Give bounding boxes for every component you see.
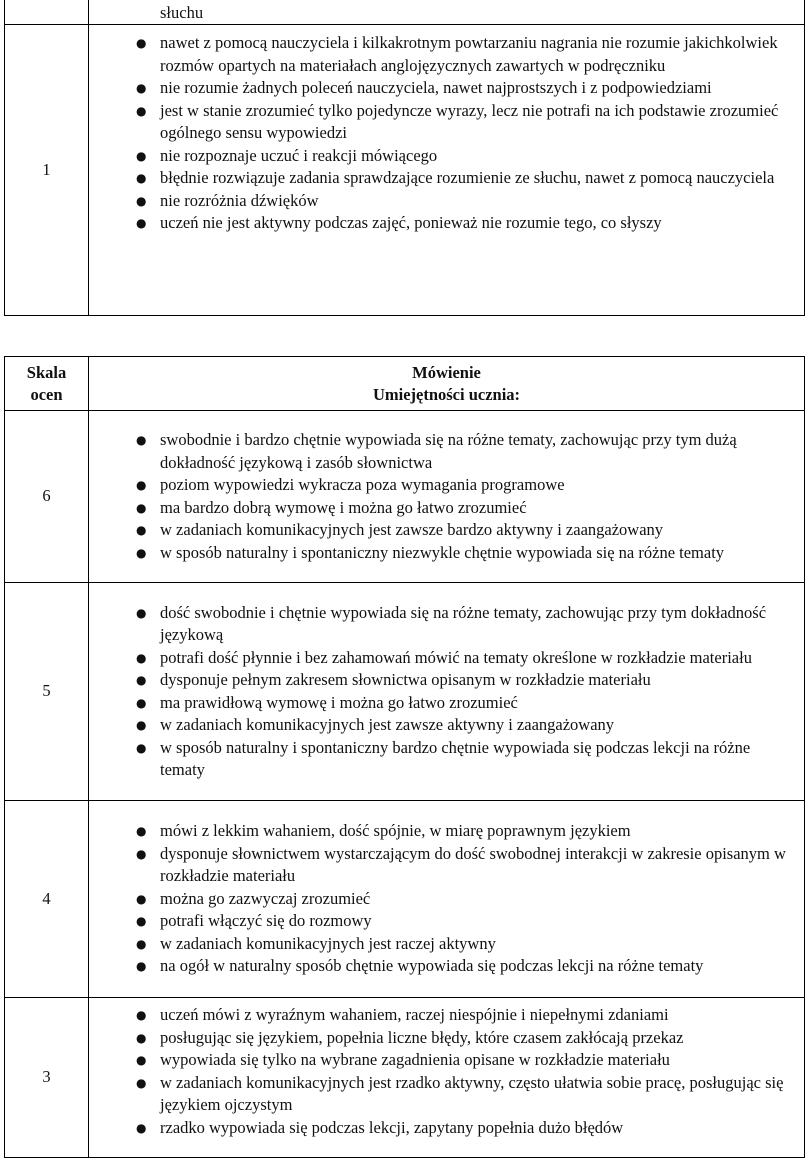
grade-cell: 3 xyxy=(5,998,89,1158)
list-item-text: posługując się językiem, popełnia liczne błędy, które czasem zakłócają przekaz xyxy=(160,1027,684,1047)
list-item-text: dysponuje pełnym zakresem słownictwa opisanym w rozkładzie materiału xyxy=(160,670,651,689)
list-item-text: rzadko wypowiada się podczas lekcji, zapytany popełnia dużo błędów xyxy=(160,1117,624,1137)
list-item-text: potrafi włączyć się do rozmowy xyxy=(160,911,372,931)
list-item xyxy=(89,692,804,715)
bullet-icon: ● xyxy=(136,605,147,620)
list-item-text: nie rozumie żadnych poleceń nauczyciela, nawet najprostszych i z podpowiedziami xyxy=(160,78,712,97)
list-item xyxy=(89,429,804,474)
list-item xyxy=(89,647,804,670)
bullet-icon: ● xyxy=(136,433,147,447)
list-item xyxy=(89,602,804,647)
list-item-text: jest w stanie zrozumieć tylko pojedyncze wyrazy, lecz nie potrafi na ich podstawie zrozumieć ogólnego sensu wypowiedzi xyxy=(160,100,779,142)
list-item-text: ma bardzo dobrą wymowę i można go łatwo zrozumieć xyxy=(160,497,527,517)
list-item xyxy=(89,497,804,520)
list-item-text: w zadaniach komunikacyjnych jest zawsze aktywny i zaangażowany xyxy=(160,715,615,734)
continuation-row xyxy=(5,0,805,25)
skills-list xyxy=(89,820,804,978)
skills-cell xyxy=(89,411,805,583)
list-item xyxy=(89,1004,804,1027)
skills-cell xyxy=(89,801,805,998)
list-item-text: swobodnie i bardzo chętnie wypowiada się na różne tematy, zachowując przy tym dużą dokładność językową i zasób słownictwa xyxy=(160,430,737,472)
bullet-icon: ● xyxy=(136,673,147,687)
list-item xyxy=(89,737,804,782)
bullet-icon: ● xyxy=(136,1120,147,1135)
bullet-icon: ● xyxy=(136,740,147,755)
bullet-icon: ● xyxy=(136,1075,147,1090)
list-item-text: w sposób naturalny i spontaniczny niezwykle chętnie wypowiada się na różne tematy xyxy=(160,542,725,562)
bullet-icon: ● xyxy=(136,650,147,665)
skills-cell xyxy=(89,25,805,316)
bullet-icon: ● xyxy=(136,1053,147,1067)
grade-cell: 6 xyxy=(5,411,89,583)
list-item xyxy=(89,32,804,77)
list-item xyxy=(89,519,804,542)
list-item xyxy=(89,888,804,911)
empty-grade-cell xyxy=(5,0,89,25)
bullet-icon: ● xyxy=(136,103,147,118)
list-item-text: błędnie rozwiązuje zadania sprawdzające rozumienie ze słuchu, nawet z pomocą nauczyciela xyxy=(160,168,775,187)
header-row xyxy=(5,357,805,411)
list-item xyxy=(89,190,804,213)
list-item xyxy=(89,1049,804,1072)
bullet-icon: ● xyxy=(136,695,147,710)
bullet-icon: ● xyxy=(136,1030,147,1045)
header-skill-subtitle: Umiejętności ucznia: xyxy=(372,384,521,404)
list-item-text: w sposób naturalny i spontaniczny bardzo chętnie wypowiada się podczas lekcji na różne tematy xyxy=(160,737,751,779)
bullet-icon: ● xyxy=(136,959,147,974)
grade-row-1 xyxy=(5,25,805,316)
list-item xyxy=(89,910,804,933)
list-item xyxy=(89,100,804,145)
list-item-text: w zadaniach komunikacyjnych jest raczej aktywny xyxy=(160,933,496,953)
list-item-text: nawet z pomocą nauczyciela i kilkakrotnym powtarzaniu nagrania nie rozumie jakichkolwiek rozmów opartych na materiałach anglojęzycznych zawartych w podręczniku xyxy=(160,33,778,75)
header-skill-title: Mówienie xyxy=(412,362,481,382)
list-item-text: potrafi dość płynnie i bez zahamowań mówić na tematy określone w rozkładzie materiału xyxy=(160,647,752,667)
grade-row-6 xyxy=(5,411,805,583)
skills-list xyxy=(89,602,804,782)
list-item-text: ma prawidłową wymowę i można go łatwo zrozumieć xyxy=(160,692,518,712)
skills-list xyxy=(89,32,804,235)
list-item xyxy=(89,933,804,956)
list-item-text: uczeń nie jest aktywny podczas zajęć, ponieważ nie rozumie tego, co słyszy xyxy=(160,213,662,232)
skills-list xyxy=(89,429,804,564)
header-scale-line2: ocen xyxy=(30,384,63,404)
list-item xyxy=(89,820,804,843)
list-item xyxy=(89,145,804,168)
list-item-text: dysponuje słownictwem wystarczającym do dość swobodnej interakcji w zakresie opisanym w rozkładzie materiału xyxy=(160,843,786,886)
list-item-text: poziom wypowiedzi wykracza poza wymagania programowe xyxy=(160,475,565,494)
list-item-text: uczeń mówi z wyraźnym wahaniem, raczej niespójnie i niepełnymi zdaniami xyxy=(160,1005,669,1024)
grade-cell: 1 xyxy=(5,25,89,316)
skills-list xyxy=(89,1004,804,1139)
skills-cell xyxy=(89,998,805,1158)
list-item-text: w zadaniach komunikacyjnych jest zawsze bardzo aktywny i zaangażowany xyxy=(160,520,664,539)
grade-row-3 xyxy=(5,998,805,1158)
list-item xyxy=(89,542,804,565)
bullet-icon: ● xyxy=(136,824,147,839)
list-item xyxy=(89,1072,804,1117)
list-item xyxy=(89,1117,804,1140)
list-item-text: mówi z lekkim wahaniem, dość spójnie, w miarę poprawnym językiem xyxy=(160,821,631,841)
list-item-text: w zadaniach komunikacyjnych jest rzadko aktywny, często ułatwia sobie pracę, posługując się językiem ojczystym xyxy=(160,1072,784,1114)
list-item-text: można go zazwyczaj zrozumieć xyxy=(160,888,371,908)
grade-cell: 5 xyxy=(5,583,89,801)
list-item xyxy=(89,1027,804,1050)
list-item-text: nie rozpoznaje uczuć i reakcji mówiącego xyxy=(160,145,438,165)
speaking-table xyxy=(4,356,805,1158)
list-item-text: wypowiada się tylko na wybrane zagadnienia opisane w rozkładzie materiału xyxy=(160,1050,670,1069)
list-item-text: na ogół w naturalny sposób chętnie wypowiada się podczas lekcji na różne tematy xyxy=(160,956,704,976)
bullet-icon: ● xyxy=(136,36,147,50)
bullet-icon: ● xyxy=(136,914,147,929)
bullet-icon: ● xyxy=(136,193,147,208)
header-scale-line1: Skala xyxy=(26,362,67,382)
list-item xyxy=(89,77,804,100)
bullet-icon: ● xyxy=(136,545,147,560)
list-item xyxy=(89,714,804,737)
bullet-icon: ● xyxy=(136,846,147,861)
bullet-icon: ● xyxy=(136,718,147,732)
list-item xyxy=(89,212,804,235)
grade-row-4 xyxy=(5,801,805,998)
header-scale xyxy=(5,357,89,411)
bullet-icon: ● xyxy=(136,500,147,515)
header-skill xyxy=(89,357,805,411)
bullet-icon: ● xyxy=(136,936,147,951)
list-item xyxy=(89,669,804,692)
list-item xyxy=(89,474,804,497)
grade-cell: 4 xyxy=(5,801,89,998)
list-item xyxy=(89,843,804,888)
list-item-text: dość swobodnie i chętnie wypowiada się na różne tematy, zachowując przy tym dokładność językową xyxy=(160,602,767,644)
skills-cell xyxy=(89,583,805,801)
bullet-icon: ● xyxy=(136,478,147,492)
bullet-icon: ● xyxy=(136,1008,147,1022)
continuation-cell xyxy=(89,0,805,25)
bullet-icon: ● xyxy=(136,523,147,537)
bullet-icon: ● xyxy=(136,171,147,185)
bullet-icon: ● xyxy=(136,148,147,163)
continuation-text: słuchu xyxy=(160,3,204,22)
bullet-icon: ● xyxy=(136,891,147,906)
bullet-icon: ● xyxy=(136,81,147,95)
bullet-icon: ● xyxy=(136,216,147,230)
list-item-text: nie rozróżnia dźwięków xyxy=(160,190,319,210)
list-item xyxy=(89,955,804,978)
list-item xyxy=(89,167,804,190)
listening-table xyxy=(4,0,805,316)
grade-row-5 xyxy=(5,583,805,801)
